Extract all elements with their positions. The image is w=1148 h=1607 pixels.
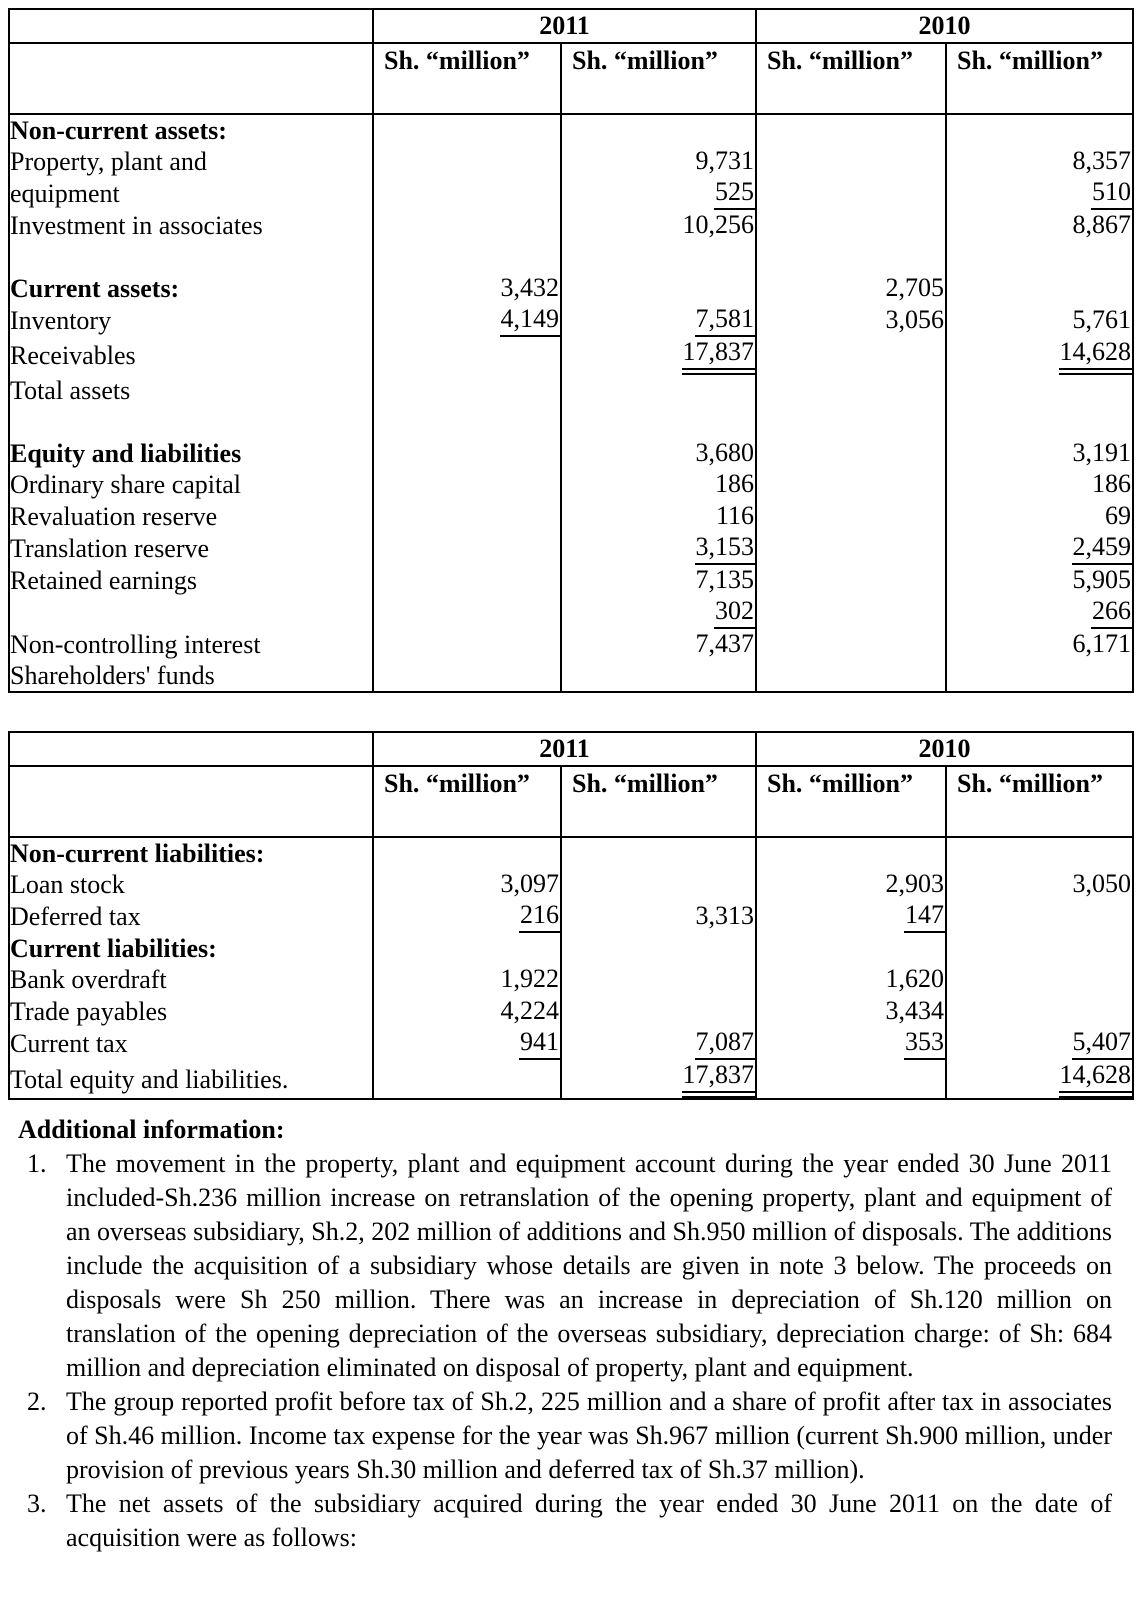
amount-cell [561, 1060, 756, 1099]
amount-cell [946, 210, 1133, 241]
row-label: Investment in associates [10, 210, 263, 240]
unit-header: Sh. “million” [756, 43, 946, 114]
table-row [9, 304, 1133, 337]
note-item [18, 1147, 1112, 1385]
amount-value: 8,357 [1072, 145, 1132, 175]
amount-value: 7,087 [695, 1027, 756, 1060]
year-header-row [9, 9, 1133, 43]
unit-header: Sh. “million” [946, 43, 1133, 114]
amount-cell [946, 406, 1133, 437]
amount-value: 3,153 [695, 532, 756, 565]
amount-value: 116 [715, 500, 755, 530]
amount-cell [946, 933, 1133, 964]
amount-cell [373, 438, 561, 469]
amount-cell [373, 241, 561, 272]
unit-header: Sh. “million” [373, 766, 561, 837]
amount-cell [373, 1060, 561, 1099]
amount-cell [561, 501, 756, 532]
amount-value: 3,680 [695, 437, 755, 467]
amount-cell [756, 868, 946, 899]
amount-value: 7,437 [695, 629, 755, 659]
table-row [9, 532, 1133, 565]
amount-cell [946, 375, 1133, 406]
amount-cell [373, 177, 561, 210]
table-row [9, 337, 1133, 375]
amount-value: 3,050 [1072, 868, 1132, 898]
amount-cell [561, 304, 756, 337]
amount-cell [561, 375, 756, 406]
amount-value: 2,705 [885, 272, 945, 302]
blank-header-cell [9, 732, 373, 766]
row-label: Ordinary share capital [10, 470, 242, 500]
table-row [9, 114, 1133, 145]
amount-value: 4,149 [500, 304, 561, 337]
amount-cell [756, 114, 946, 145]
table-row [9, 933, 1133, 964]
amount-cell [946, 964, 1133, 995]
amount-cell [946, 501, 1133, 532]
amount-cell [946, 273, 1133, 304]
amount-cell [946, 996, 1133, 1027]
amount-cell [373, 304, 561, 337]
amount-cell [756, 177, 946, 210]
amount-cell [561, 964, 756, 995]
liabilities-table [8, 731, 1134, 1100]
row-label: Total equity and liabilities. [10, 1064, 289, 1094]
amount-value: 1,620 [885, 964, 945, 994]
row-label: Shareholders' funds [10, 661, 215, 691]
row-label: Revaluation reserve [10, 501, 218, 531]
row-label: Total assets [10, 376, 131, 406]
amount-cell [373, 145, 561, 176]
unit-header: Sh. “million” [946, 766, 1133, 837]
row-label: Equity and liabilities [10, 438, 242, 468]
row-label: Current assets: [10, 273, 180, 303]
note-item [18, 1487, 1112, 1555]
amount-cell [561, 661, 756, 692]
amount-value: 5,761 [1072, 304, 1132, 334]
amount-cell [756, 900, 946, 933]
amount-cell [561, 900, 756, 933]
amount-cell [756, 241, 946, 272]
row-label: Non-current liabilities: [10, 838, 265, 868]
amount-cell [561, 565, 756, 596]
amount-cell [756, 565, 946, 596]
blank-header-cell [9, 43, 373, 114]
amount-value: 8,867 [1072, 209, 1132, 239]
amount-cell [373, 532, 561, 565]
row-label: Retained earnings [10, 566, 197, 596]
amount-cell [561, 177, 756, 210]
amount-cell [373, 933, 561, 964]
amount-value: 147 [904, 900, 945, 933]
unit-header: Sh. “million” [373, 43, 561, 114]
table-row [9, 837, 1133, 868]
row-label: Trade payables [10, 996, 168, 1026]
table-row [9, 145, 1133, 176]
amount-cell [373, 1027, 561, 1060]
row-label: Deferred tax [10, 901, 141, 931]
amount-cell [373, 964, 561, 995]
amount-value: 17,837 [682, 337, 756, 375]
amount-value: 9,731 [695, 145, 755, 175]
amount-cell [373, 837, 561, 868]
amount-cell [756, 273, 946, 304]
amount-value: 6,171 [1072, 629, 1132, 659]
table-row [9, 1027, 1133, 1060]
amount-cell [561, 1027, 756, 1060]
unit-header-row [9, 766, 1133, 837]
note-number: 2. [27, 1387, 47, 1417]
amount-cell [946, 565, 1133, 596]
row-label [9, 596, 373, 629]
note-number: 1. [27, 1149, 47, 1179]
year-header-2011: 2011 [373, 9, 756, 43]
amount-value: 7,135 [695, 565, 755, 595]
amount-cell [373, 406, 561, 437]
table-row [9, 900, 1133, 933]
amount-cell [756, 375, 946, 406]
amount-cell [561, 114, 756, 145]
note-text: The net assets of the subsidiary acquired during the year ended 30 June 2011 on the date of acquisition were as follows: [66, 1489, 1112, 1553]
amount-cell [756, 996, 946, 1027]
table-row [9, 596, 1133, 629]
amount-value: 186 [715, 469, 755, 499]
amount-value: 186 [1092, 469, 1132, 499]
amount-cell [373, 273, 561, 304]
row-label: Bank overdraft [10, 965, 167, 995]
note-item [18, 1385, 1112, 1487]
amount-cell [373, 868, 561, 899]
amount-cell [561, 273, 756, 304]
year-header-2011: 2011 [373, 732, 756, 766]
amount-cell [756, 438, 946, 469]
amount-cell [373, 114, 561, 145]
amount-cell [756, 210, 946, 241]
amount-value: 1,922 [500, 964, 559, 994]
amount-cell [946, 469, 1133, 500]
amount-cell [561, 337, 756, 375]
row-label: Translation reserve [10, 533, 210, 563]
blank-header-cell [9, 9, 373, 43]
amount-cell [561, 210, 756, 241]
table-row [9, 438, 1133, 469]
table-row [9, 996, 1133, 1027]
amount-cell [561, 469, 756, 500]
amount-cell [756, 837, 946, 868]
row-label: Loan stock [10, 869, 125, 899]
table1-body [9, 114, 1133, 692]
amount-cell [373, 900, 561, 933]
row-label: Property, plant and [10, 146, 207, 176]
amount-cell [946, 837, 1133, 868]
amount-cell [373, 565, 561, 596]
amount-cell [946, 596, 1133, 629]
amount-cell [373, 996, 561, 1027]
amount-cell [756, 933, 946, 964]
note-text: The group reported profit before tax of Sh.2, 225 million and a share of profit after tax in associates of Sh.46 million. Income tax expense for the year was Sh.967 million (current Sh.900 million, under provision of previous years Sh.30 million and deferred tax of Sh.37 million). [66, 1387, 1112, 1485]
row-label [9, 406, 373, 437]
table-row [9, 210, 1133, 241]
amount-cell [561, 837, 756, 868]
amount-cell [946, 629, 1133, 660]
amount-value: 2,459 [1072, 532, 1133, 565]
table2-header [9, 732, 1133, 837]
amount-cell [946, 337, 1133, 375]
amount-cell [946, 114, 1133, 145]
amount-cell [756, 304, 946, 337]
amount-cell [561, 145, 756, 176]
amount-cell [756, 406, 946, 437]
amount-value: 266 [1091, 596, 1132, 629]
amount-cell [373, 375, 561, 406]
amount-cell [561, 933, 756, 964]
amount-cell [946, 1060, 1133, 1099]
amount-value: 2,903 [885, 868, 945, 898]
amount-cell [756, 964, 946, 995]
row-label: Inventory [10, 305, 112, 335]
amount-cell [756, 532, 946, 565]
amount-cell [756, 629, 946, 660]
amount-value: 353 [904, 1027, 945, 1060]
table-row [9, 241, 1133, 272]
row-label [9, 241, 373, 272]
table-row [9, 629, 1133, 660]
additional-information-section [18, 1113, 1112, 1555]
amount-value: 5,905 [1072, 565, 1132, 595]
amount-cell [946, 177, 1133, 210]
table-row [9, 964, 1133, 995]
blank-header-cell [9, 766, 373, 837]
amount-value: 3,191 [1072, 437, 1132, 467]
amount-value: 69 [1105, 500, 1132, 530]
note-text: The movement in the property, plant and equipment account during the year ended 30 June 2011 included-Sh.236 million increase on retranslation of the opening property, plant and equipment of an overseas subsidiary, Sh.2, 202 million of additions and Sh.950 million of disposals. The additions include the acquisition of a subsidiary whose details are given in note 3 below. The proceeds on disposals were Sh 250 million. There was an increase in depreciation of Sh.120 million on translation of the opening depreciation of the overseas subsidiary, depreciation charge: of Sh: 684 million and depreciation eliminated on disposal of property, plant and equipment. [66, 1149, 1112, 1383]
amount-value: 3,434 [885, 995, 945, 1025]
amount-value: 510 [1091, 177, 1132, 210]
amount-cell [373, 501, 561, 532]
table-row [9, 375, 1133, 406]
table-row [9, 501, 1133, 532]
amount-value: 14,628 [1059, 337, 1133, 375]
amount-cell [561, 406, 756, 437]
amount-cell [561, 241, 756, 272]
row-label: Current liabilities: [10, 934, 217, 964]
amount-cell [561, 868, 756, 899]
amount-value: 3,097 [500, 868, 559, 898]
amount-cell [373, 596, 561, 629]
amount-value: 302 [714, 596, 755, 629]
note-number: 3. [27, 1489, 47, 1519]
amount-value: 941 [519, 1027, 560, 1060]
row-label: Current tax [10, 1029, 128, 1059]
amount-cell [946, 661, 1133, 692]
amount-cell [756, 501, 946, 532]
table-row [9, 565, 1133, 596]
amount-value: 17,837 [682, 1060, 756, 1098]
amount-cell [946, 145, 1133, 176]
amount-cell [946, 1027, 1133, 1060]
year-header-2010: 2010 [756, 732, 1133, 766]
amount-cell [946, 241, 1133, 272]
amount-value: 4,224 [500, 995, 559, 1025]
amount-value: 10,256 [682, 209, 755, 239]
amount-cell [561, 438, 756, 469]
amount-cell [756, 337, 946, 375]
table-row [9, 1060, 1133, 1099]
amount-cell [756, 145, 946, 176]
row-label: Receivables [10, 341, 136, 371]
row-label: Non-current assets: [10, 115, 227, 145]
amount-cell [561, 629, 756, 660]
amount-cell [373, 629, 561, 660]
financial-position-table [8, 8, 1134, 693]
amount-cell [946, 438, 1133, 469]
unit-header-row [9, 43, 1133, 114]
amount-value: 3,313 [695, 900, 755, 930]
table-row [9, 406, 1133, 437]
amount-cell [756, 661, 946, 692]
row-label: Non-controlling interest [10, 630, 261, 660]
additional-info-list [18, 1147, 1112, 1555]
amount-cell [756, 1027, 946, 1060]
table1-header [9, 9, 1133, 114]
table-row [9, 661, 1133, 692]
unit-header: Sh. “million” [561, 766, 756, 837]
amount-cell [946, 868, 1133, 899]
amount-cell [561, 996, 756, 1027]
amount-cell [561, 532, 756, 565]
amount-cell [756, 1060, 946, 1099]
amount-cell [946, 304, 1133, 337]
year-header-2010: 2010 [756, 9, 1133, 43]
amount-value: 3,056 [885, 304, 945, 334]
amount-value: 7,581 [695, 304, 756, 337]
year-header-row [9, 732, 1133, 766]
amount-cell [561, 596, 756, 629]
table-row [9, 177, 1133, 210]
amount-cell [373, 210, 561, 241]
table-row [9, 469, 1133, 500]
table2-body [9, 837, 1133, 1099]
table-row [9, 273, 1133, 304]
unit-header: Sh. “million” [561, 43, 756, 114]
unit-header: Sh. “million” [756, 766, 946, 837]
amount-cell [756, 469, 946, 500]
amount-value: 525 [714, 177, 755, 210]
row-label: equipment [10, 178, 120, 208]
amount-value: 14,628 [1059, 1060, 1133, 1098]
amount-value: 5,407 [1072, 1027, 1133, 1060]
amount-value: 216 [519, 900, 560, 933]
amount-cell [373, 337, 561, 375]
amount-cell [946, 532, 1133, 565]
amount-cell [756, 596, 946, 629]
amount-cell [373, 661, 561, 692]
amount-value: 3,432 [500, 272, 559, 302]
amount-cell [373, 469, 561, 500]
amount-cell [946, 900, 1133, 933]
table-row [9, 868, 1133, 899]
additional-info-heading: Additional information: [18, 1115, 285, 1145]
